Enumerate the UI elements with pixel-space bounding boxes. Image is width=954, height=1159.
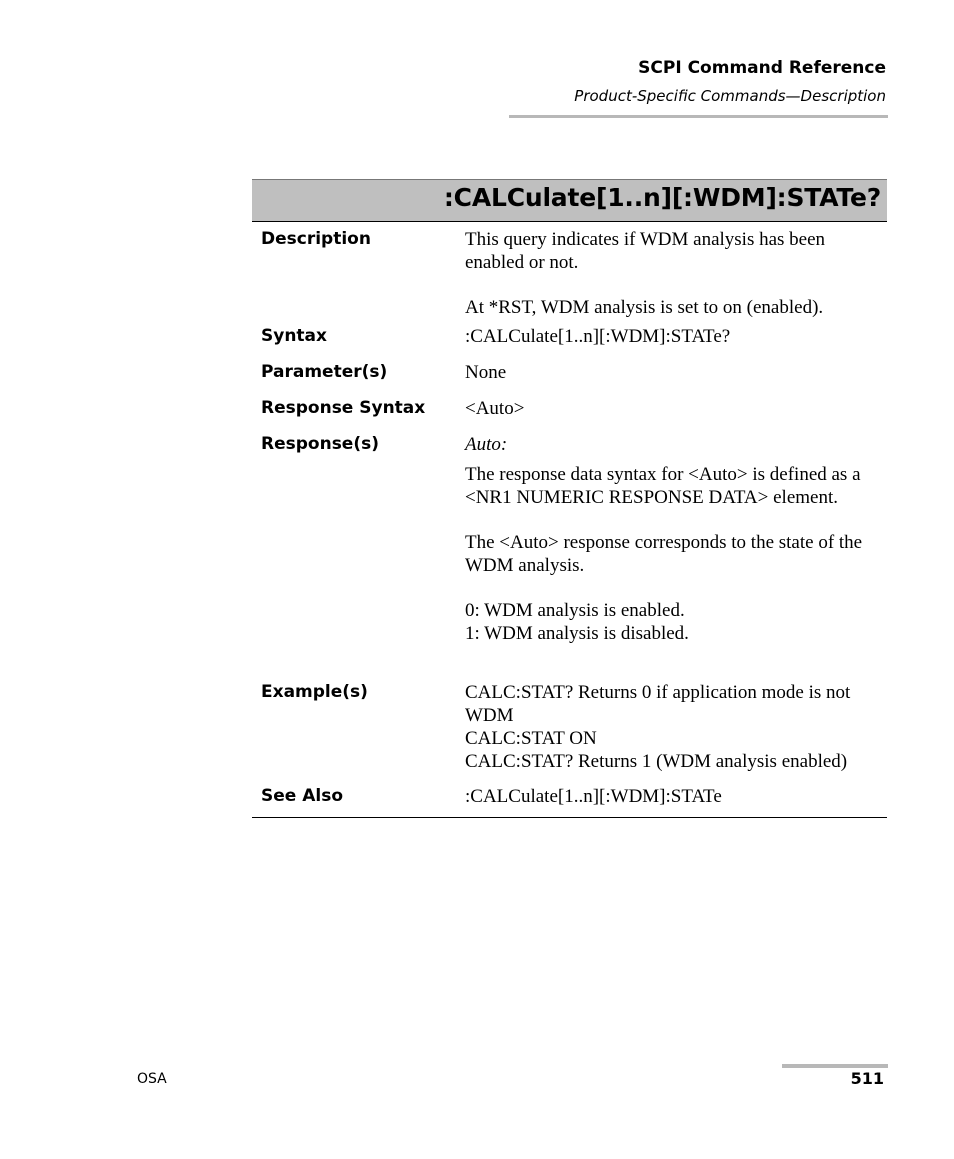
example-line: CALC:STAT? Returns 0 if application mode is not WDM — [465, 682, 851, 726]
footer-product: OSA — [137, 1071, 167, 1087]
running-header-title: SCPI Command Reference — [638, 58, 886, 78]
row-label: Parameter(s) — [261, 362, 388, 382]
row-examples — [252, 681, 887, 785]
response-value-1: 1: WDM analysis is disabled. — [465, 623, 689, 644]
page-number: 511 — [850, 1069, 884, 1088]
parameters-value: None — [465, 362, 507, 383]
row-label: See Also — [261, 786, 344, 806]
response-meaning: The <Auto> response corresponds to the state of the WDM analysis. — [465, 532, 863, 576]
syntax-value: :CALCulate[1..n][:WDM]:STATe? — [465, 326, 731, 347]
row-label: Response Syntax — [261, 398, 426, 418]
command-title-bar — [252, 179, 887, 222]
row-syntax — [252, 325, 887, 361]
response-param-name: Auto: — [465, 434, 508, 455]
row-label: Example(s) — [261, 682, 368, 702]
command-title: :CALCulate[1..n][:WDM]:STATe? — [443, 183, 881, 212]
response-definition: The response data syntax for <Auto> is defined as a <NR1 NUMERIC RESPONSE DATA> element. — [465, 464, 861, 508]
example-line: CALC:STAT ON — [465, 728, 597, 749]
row-responses — [252, 433, 887, 681]
row-parameters — [252, 361, 887, 397]
row-description — [252, 228, 887, 325]
row-label: Syntax — [261, 326, 327, 346]
response-value-0: 0: WDM analysis is enabled. — [465, 600, 685, 621]
row-label: Description — [261, 229, 371, 249]
row-value — [465, 228, 883, 319]
row-value — [465, 433, 883, 645]
command-table — [252, 228, 887, 818]
description-text: This query indicates if WDM analysis has been enabled or not. — [465, 229, 826, 273]
response-syntax-value: <Auto> — [465, 398, 525, 419]
see-also-link: :CALCulate[1..n][:WDM]:STATe — [465, 786, 722, 807]
header-rule — [509, 115, 888, 118]
reset-note: At *RST, WDM analysis is set to on (enabled). — [465, 297, 824, 318]
row-label: Response(s) — [261, 434, 379, 454]
row-response-syntax — [252, 397, 887, 433]
footer-rule — [782, 1064, 888, 1068]
example-line: CALC:STAT? Returns 1 (WDM analysis enabled) — [465, 751, 848, 772]
running-header-subtitle: Product-Specific Commands—Description — [574, 87, 886, 105]
row-see-also — [252, 785, 887, 817]
row-value — [465, 681, 883, 773]
